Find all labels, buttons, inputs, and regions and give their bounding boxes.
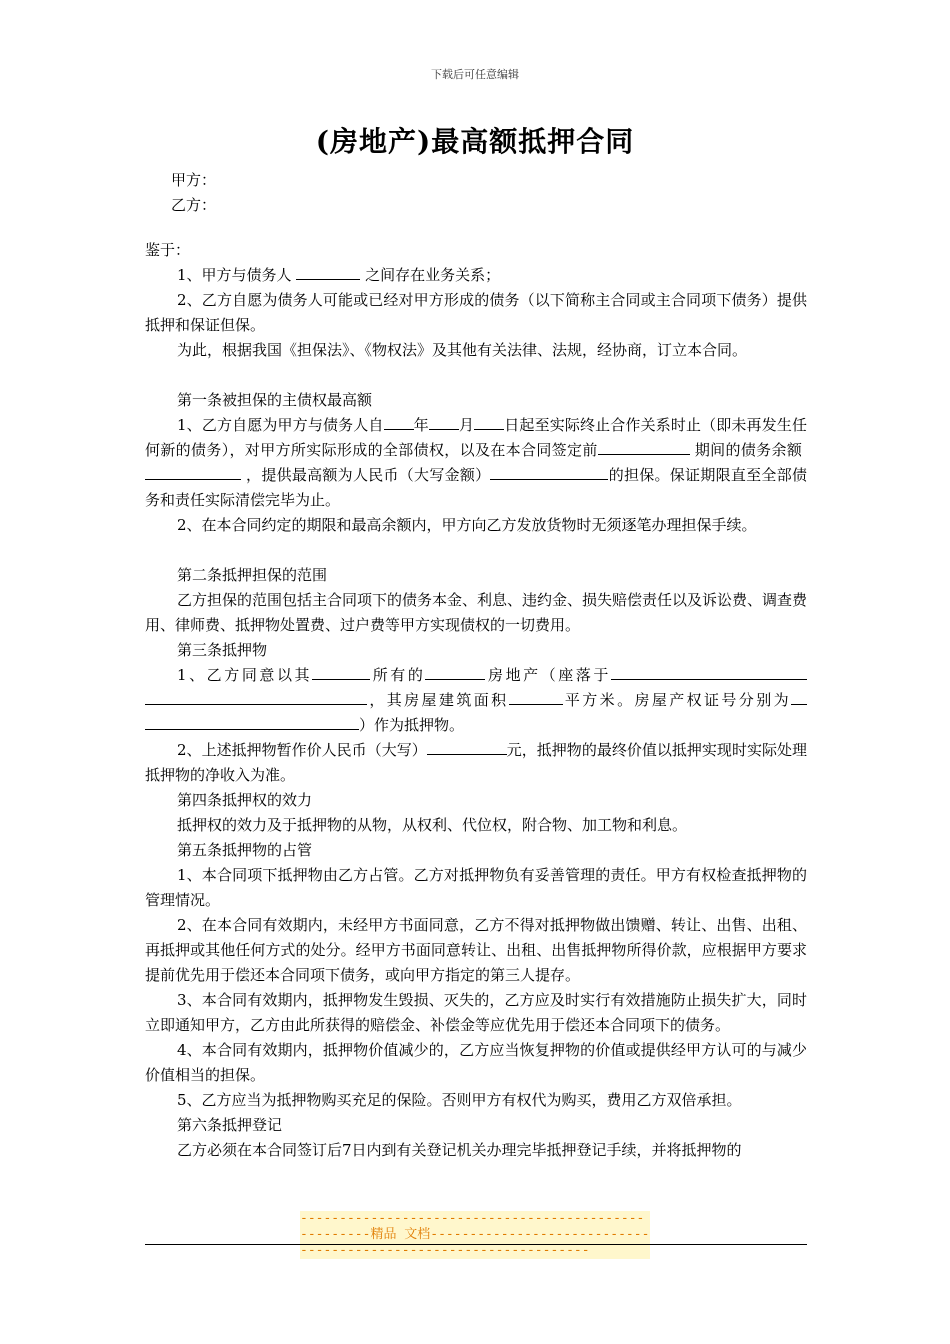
article-5-clause-3: 3、本合同有效期内，抵押物发生毁损、灭失的，乙方应及时实行有效措施防止损失扩大，同时立即通知甲方，乙方由此所获得的赔偿金、补偿金等应优先用于偿还本合同项下的债务。 xyxy=(145,991,807,1034)
article-3-clause-1-e: 平方米。房屋产权证号分别为 xyxy=(562,691,791,709)
article-1-clause-1-b: 年 xyxy=(413,416,429,434)
article-5-clause-4: 4、本合同有效期内，抵押物价值减少的，乙方应当恢复押物的价值或提供经甲方认可的与减少价值相当的担保。 xyxy=(145,1041,807,1084)
article-4-clause-1: 抵押权的效力及于抵押物的从物，从权利、代位权，附合物、加工物和利息。 xyxy=(177,816,688,834)
year-blank xyxy=(384,415,414,430)
article-5-clause-5: 5、乙方应当为抵押物购买充足的保险。否则甲方有权代为购买，费用乙方双倍承担。 xyxy=(177,1091,742,1109)
header-note: 下载后可任意编辑 xyxy=(431,68,519,81)
article-3-clause-1 xyxy=(145,663,807,738)
article-3-clause-2 xyxy=(145,738,807,788)
spacer xyxy=(145,363,807,388)
preamble-item-1-pre: 1、甲方与债务人 xyxy=(177,266,292,284)
owner-blank xyxy=(312,665,370,680)
article-4-heading: 第四条抵押权的效力 xyxy=(177,791,313,809)
article-5-clause-1: 1、本合同项下抵押物由乙方占管。乙方对抵押物负有妥善管理的责任。甲方有权检查抵押物的管理情况。 xyxy=(145,866,807,909)
area-blank xyxy=(509,690,563,705)
party-b-label: 乙方： xyxy=(171,196,217,214)
article-1-clause-2: 2、在本合同约定的期限和最高余额内，甲方向乙方发放货物时无须逐笔办理担保手续。 xyxy=(177,516,757,534)
balance-blank xyxy=(145,465,241,480)
article-3-clause-1-b: 所有的 xyxy=(370,666,426,684)
period-blank xyxy=(598,440,690,455)
certificate-blank-1 xyxy=(791,690,807,705)
article-1-clause-1 xyxy=(145,413,807,513)
article-3-clause-1-c: 房地产（座落于 xyxy=(485,666,611,684)
article-1-clause-1-a: 1、乙方自愿为甲方与债务人自 xyxy=(177,416,384,434)
article-6-clause-1: 乙方必须在本合同签订后7日内到有关登记机关办理完毕抵押登记手续，并将抵押物的 xyxy=(177,1141,742,1159)
article-3-clause-1-d: ，其房屋建筑面积 xyxy=(367,691,509,709)
certificate-blank-2 xyxy=(145,715,359,730)
article-3-clause-2-a: 2、上述抵押物暂作价人民币（大写） xyxy=(177,741,427,759)
article-1-clause-1-f: ，提供最高额为人民币（大写金额） xyxy=(246,466,491,484)
footer-divider xyxy=(145,1244,807,1245)
max-amount-blank xyxy=(490,465,608,480)
article-5-clause-2: 2、在本合同有效期内，未经甲方书面同意，乙方不得对抵押物做出馈赠、转让、出售、出租、再抵押或其他任何方式的处分。经甲方书面同意转让、出租、出售抵押物所得价款，应根据甲方要求提前优先用于偿还本合同项下债务，或向甲方指定的第三人提存。 xyxy=(145,916,807,984)
valuation-blank xyxy=(427,740,507,755)
preamble-item-3: 为此，根据我国《担保法》、《物权法》及其他有关法律、法规，经协商，订立本合同。 xyxy=(177,341,748,359)
party-a-label: 甲方： xyxy=(171,171,217,189)
article-1-clause-1-c: 月 xyxy=(458,416,475,434)
article-3-heading: 第三条抵押物 xyxy=(177,641,268,659)
month-blank xyxy=(429,415,459,430)
article-5-heading: 第五条抵押物的占管 xyxy=(177,841,313,859)
article-1-heading: 第一条被担保的主债权最高额 xyxy=(177,391,373,409)
article-2-clause-1: 乙方担保的范围包括主合同项下的债务本金、利息、违约金、损失赔偿责任以及诉讼费、调查费用、律师费、抵押物处置费、过户费等甲方实现债权的一切费用。 xyxy=(145,591,808,634)
location-blank-2 xyxy=(145,690,367,705)
property-type-blank xyxy=(425,665,485,680)
spacer xyxy=(145,538,807,563)
article-3-clause-1-f: ）作为抵押物。 xyxy=(359,716,465,734)
article-3-clause-1-a: 1、乙方同意以其 xyxy=(177,666,313,684)
article-1-clause-1-e: 期间的债务余额 xyxy=(694,441,803,459)
preamble-item-1 xyxy=(145,263,807,288)
contract-body xyxy=(145,238,807,1163)
footer-watermark: -----------------------------------------------------精品 文档----------------------------------------------------------------- xyxy=(300,1211,650,1258)
article-6-heading: 第六条抵押登记 xyxy=(177,1116,283,1134)
location-blank-1 xyxy=(611,665,807,680)
debtor-blank xyxy=(296,265,360,280)
article-1-clause-1-g: 的担保。保证期限直至全部债务和责任实际清偿完毕为止。 xyxy=(145,466,807,509)
preamble-item-2: 2、乙方自愿为债务人可能或已经对甲方形成的债务（以下简称主合同或主合同项下债务）提供抵押和保证但保。 xyxy=(145,291,807,334)
article-1-clause-1-d: 日起至实际终止合作关系时止（即未再发生任何新的债务），对甲方所实际形成的全部债权，以及在本合同签定前 xyxy=(145,416,807,459)
document-title: (房地产)最高额抵押合同 xyxy=(315,125,635,158)
preamble-item-1-post: 之间存在业务关系； xyxy=(365,266,501,284)
preamble-heading: 鉴于： xyxy=(145,241,191,259)
article-2-heading: 第二条抵押担保的范围 xyxy=(177,566,328,584)
article-3-clause-2-b: 元，抵押物的最终价值以抵押实现时实际处理抵押物的净收入为准。 xyxy=(145,741,807,784)
day-blank xyxy=(474,415,504,430)
